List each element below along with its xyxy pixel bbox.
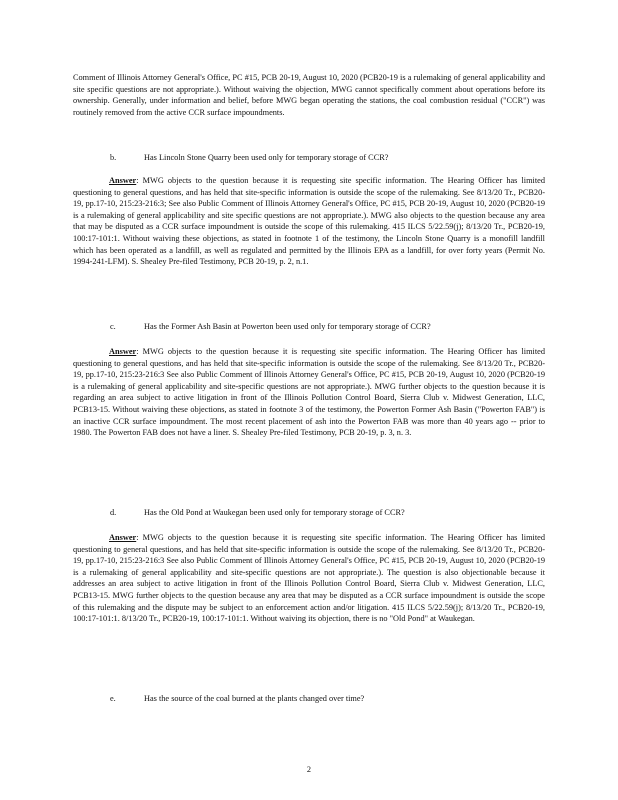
paragraph-text: Comment of Illinois Attorney General's Office, PC #15, PCB 20-19, August 10, 2020 (PCB20-19 is a rulemaking of general applicability and site specific questions are not appropriate.). Without waiving the objection, MWG cannot specifically comment about operations before its ownership. Generally, under information and belief, before MWG began operating the stations, the coal combustion residual ("CCR") was routinely removed from the active CCR surface impoundments. — [73, 73, 545, 117]
question-label: d. — [110, 508, 117, 517]
answer-label: Answer — [109, 533, 137, 542]
question-label: b. — [110, 153, 117, 162]
question-text: Has the source of the coal burned at the plants changed over time? — [144, 694, 365, 703]
answer-text: : MWG objects to the question because it is requesting site specific information. The Hearing Officer has limited questioning to general questions, and has held that site-specific information is outside the scope of the rulemaking. See 8/13/20 Tr., PCB20-19, pp.17-10, 215:23-216:3 See also Public Comment of Illinois Attorney General's Office, PC #15, PCB 20-19, August 10, 2020 (PCB20-19 is a rulemaking of general applicability and site-specific questions are not appropriate.). MWG further objects to the question because it is regarding an area subject to active litigation in front of the Illinois Pollution Control Board, Sierra Club v. Midwest Generation, LLC, PCB13-15. Without waiving these objections, as stated in footnote 3 of the testimony, the Powerton Former Ash Basin ("Powerton FAB") is an inactive CCR surface impoundment. The most recent placement of ash into the Powerton FAB was more than 40 years ago -- prior to 1980. The Powerton FAB does not have a liner. S. Shealey Pre-filed Testimony, PCB 20-19, p. 3, n. 3. — [73, 347, 545, 438]
question-text: Has Lincoln Stone Quarry been used only for temporary storage of CCR? — [144, 153, 389, 162]
page-number: 2 — [306, 765, 312, 774]
question-label: c. — [110, 322, 116, 331]
answer-b — [73, 175, 545, 268]
answer-label: Answer — [109, 347, 137, 356]
answer-c — [73, 346, 545, 439]
answer-label: Answer — [109, 176, 137, 185]
question-text: Has the Old Pond at Waukegan been used only for temporary storage of CCR? — [144, 508, 405, 517]
question-d — [110, 507, 540, 519]
answer-text: : MWG objects to the question because it is requesting site specific information. The Hearing Officer has limited questioning to general questions, and has held that site-specific information is outside the scope of the rulemaking. See 8/13/20 Tr., PCB20-19, pp.17-10, 215:23-216:3 See also Public Comment of Illinois Attorney General's Office, PC #15, PCB 20-19, August 10, 2020 (PCB20-19 is a rulemaking of general applicability and site-specific questions are not appropriate.). The question is also objectionable because it addresses an area subject to active litigation in front of the Illinois Pollution Control Board, Sierra Club v. Midwest Generation, LLC, PCB13-15. MWG further objects to the question because any area that may be disputed as a CCR surface impoundment is outside the scope of this rulemaking and the dispute may be subject to an enforcement action and/or litigation. 415 ILCS 5/22.59(j); 8/13/20 Tr., PCB20-19, 100:17-101:1. 8/13/20 Tr., PCB20-19, 100:17-101:1. Without waiving its objection, there is no "Old Pond" at Waukegan. — [73, 533, 545, 624]
question-e — [110, 693, 540, 705]
question-label: e. — [110, 694, 116, 703]
answer-d — [73, 532, 545, 625]
question-c — [110, 321, 540, 333]
question-text: Has the Former Ash Basin at Powerton been used only for temporary storage of CCR? — [144, 322, 431, 331]
answer-text: : MWG objects to the question because it is requesting site specific information. The Hearing Officer has limited questioning to general questions, and has held that site-specific information is outside the scope of the rulemaking. See 8/13/20 Tr., PCB20-19, pp.17-10, 215:23-216:3; See also Public Comment of Illinois Attorney General's Office, PC #15, PCB 20-19, August 10, 2020 (PCB20-19 is a rulemaking of general applicability and site specific questions are not appropriate.). MWG also objects to the question because any area that may be disputed as a CCR surface impoundment is outside the scope of this rulemaking. 415 ILCS 5/22.59(j); 8/13/20 Tr., PCB20-19, 100:17-101:1. Without waiving these objections, as stated in footnote 1 of the testimony, the Lincoln Stone Quarry is a monofill landfill which has been operated as a landfill, as well as regulated and permitted by the Illinois EPA as a landfill, for over forty years (Permit No. 1994-241-LFM). S. Shealey Pre-filed Testimony, PCB 20-19, p. 2, n.1. — [73, 176, 545, 267]
question-b — [110, 152, 540, 164]
answer-a-continuation — [73, 72, 545, 118]
